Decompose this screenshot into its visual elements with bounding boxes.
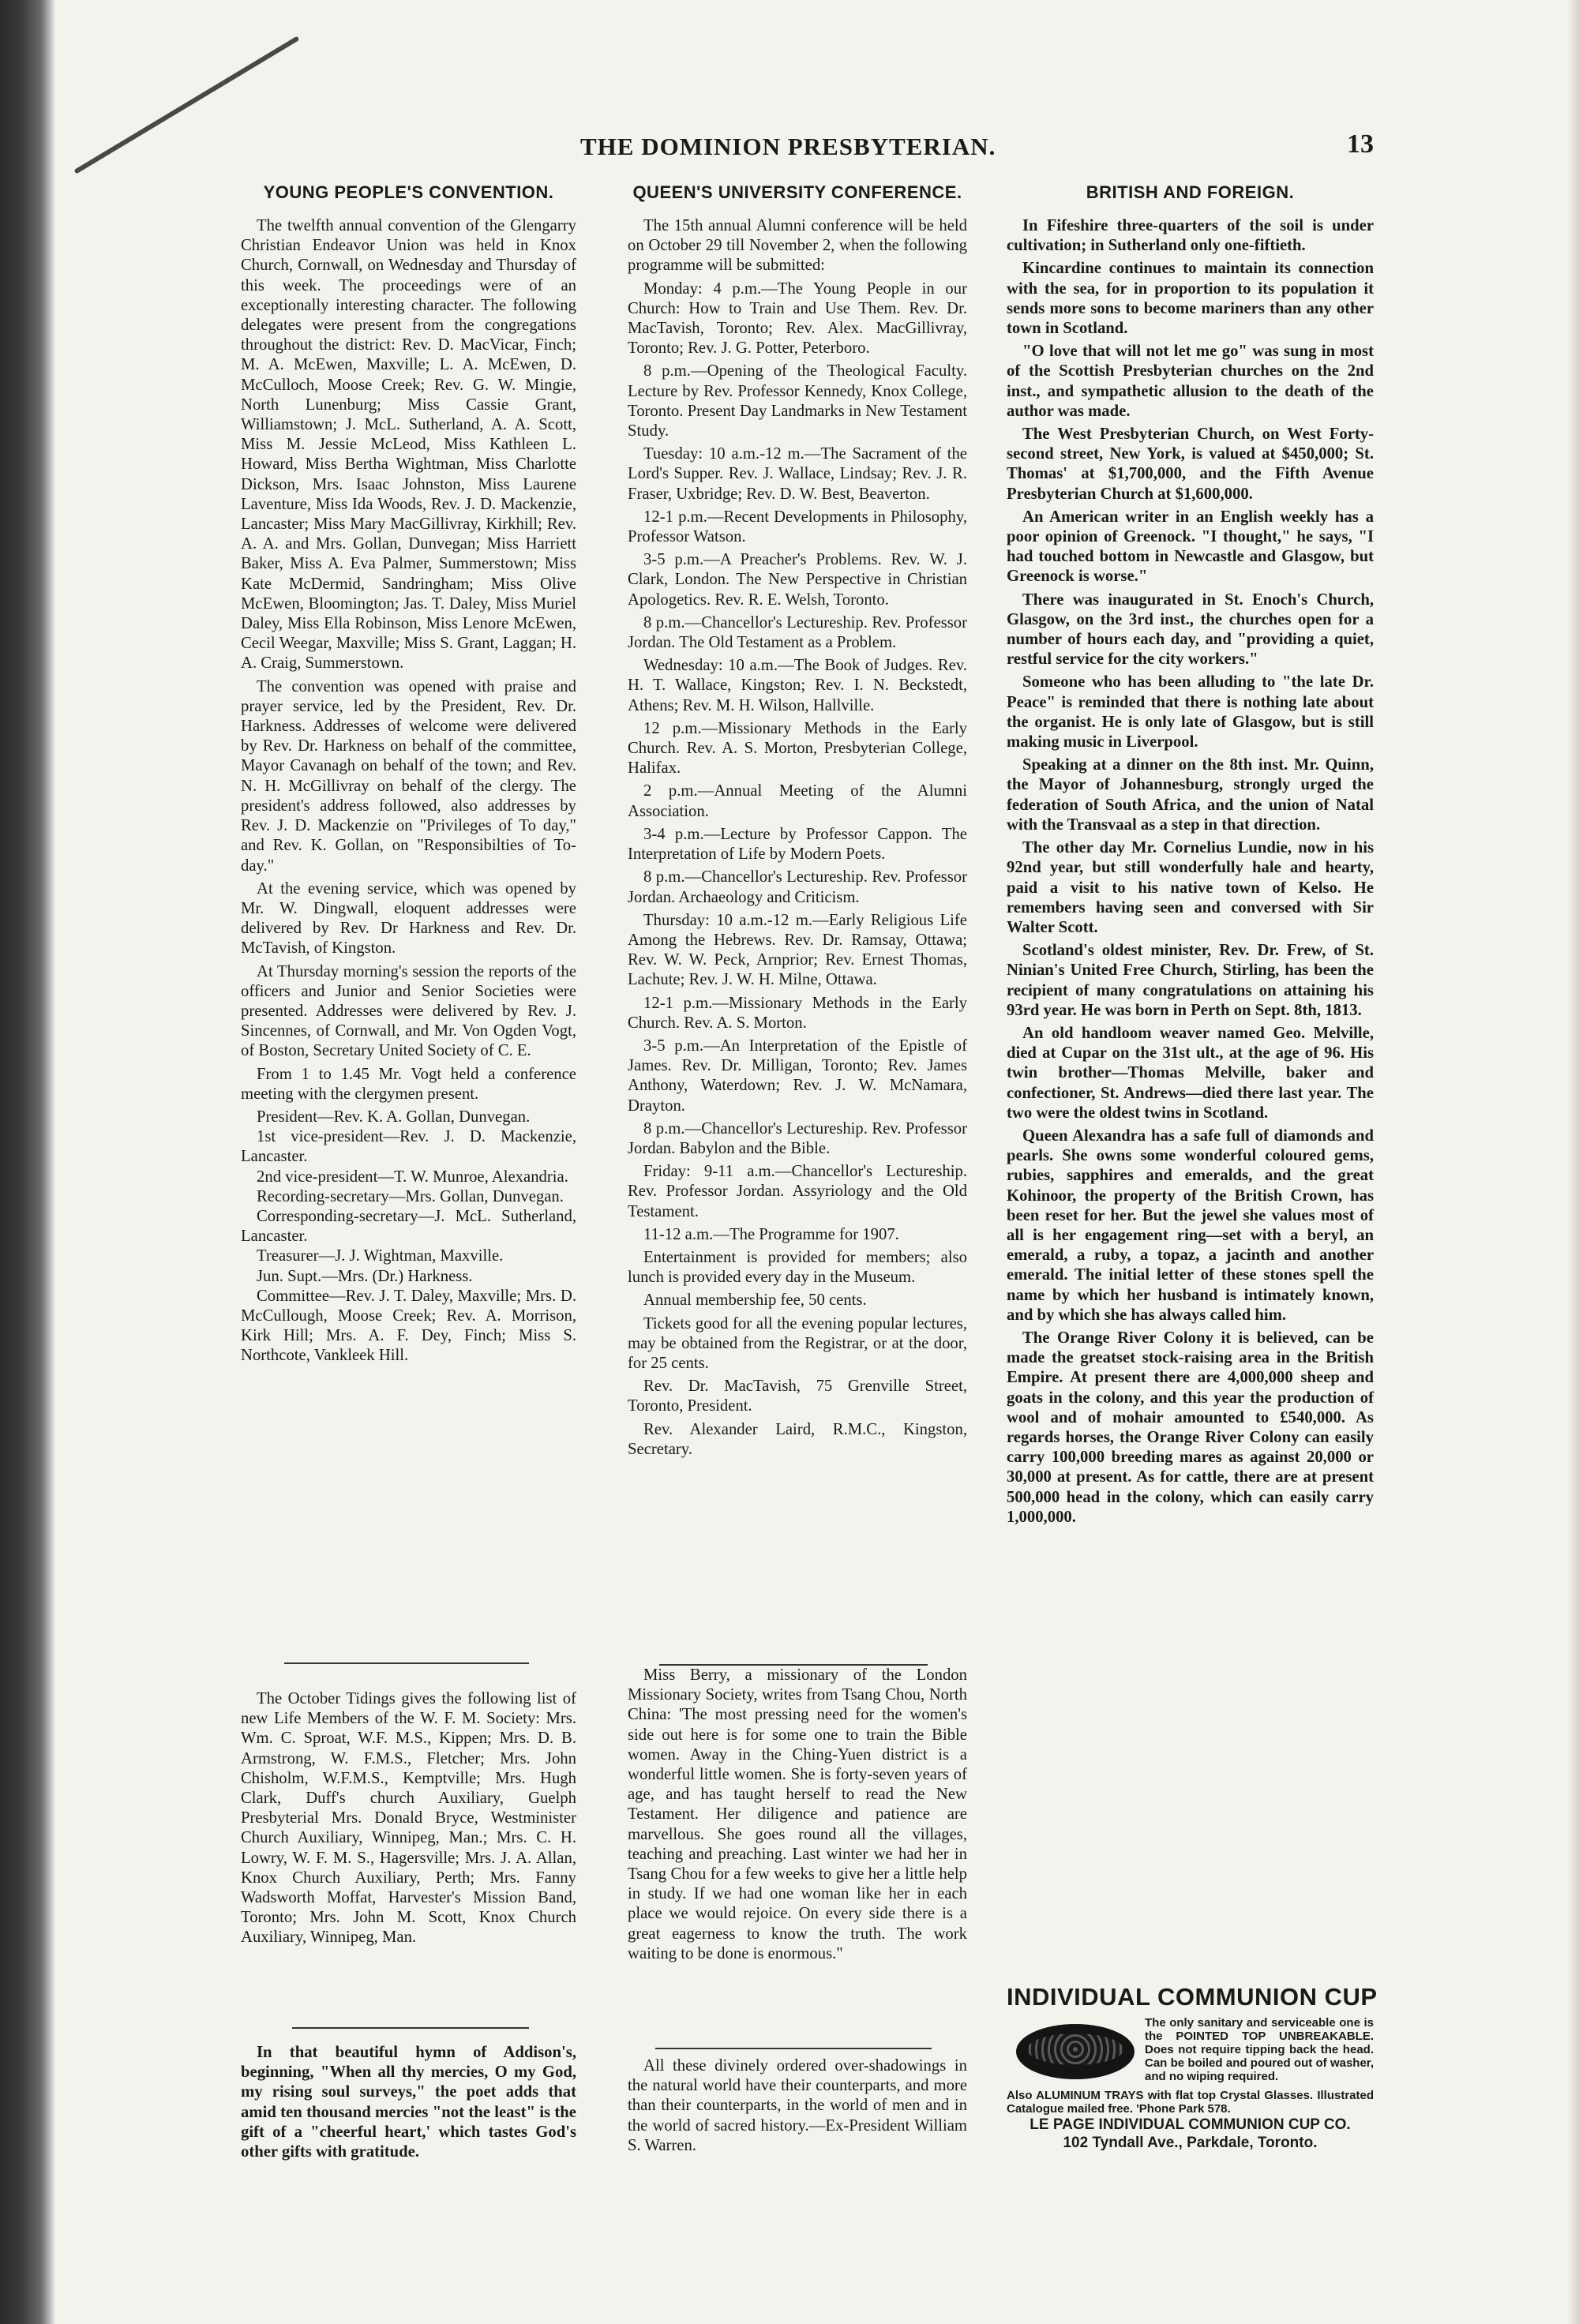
section-divider <box>655 2048 932 2049</box>
officer-entry: Corresponding-secretary—J. McL. Sutherland, Lancaster. <box>241 1207 576 1246</box>
communion-cup-advertisement <box>1007 1981 1378 2159</box>
news-item: Scotland's oldest minister, Rev. Dr. Frew, of St. Ninian's United Free Church, Stirling, has been the recipient of many congratulations on attaining his 93rd year. He was born in Perth on Sept. 8th, 1813. <box>1007 942 1374 1019</box>
programme-entry: 2 p.m.—Annual Meeting of the Alumni Association. <box>628 782 967 820</box>
news-item: There was inaugurated in St. Enoch's Church, Glasgow, on the 3rd inst., the churches open for a number of hours each day, and "providing a quiet, restful service for the city workers." <box>1007 590 1374 669</box>
article-paragraph: All these divinely ordered over-shadowings in the natural world have their counterparts, and more than their counterparts, in the world of men and in the world of sacred history.—Ex-President William S. Warren. <box>628 2057 967 2154</box>
article-paragraph: Rev. Dr. MacTavish, 75 Grenville Street, Toronto, President. <box>628 1378 967 1415</box>
programme-entry: 8 p.m.—Chancellor's Lectureship. Rev. Professor Jordan. Babylon and the Bible. <box>628 1119 967 1157</box>
ad-address: 102 Tyndall Ave., Parkdale, Toronto. <box>1063 2135 1318 2151</box>
officer-entry: Treasurer—J. J. Wightman, Maxville. <box>257 1247 504 1265</box>
article-paragraph: The convention was opened with praise and prayer service, led by the President, Rev. Dr. Harkness. Addresses of welcome were delivered by Rev. Dr. Harkness on behalf of the committee, Mayor Cavanagh on behalf of the town; and Rev. N. H. McGillivray on behalf of the clergy. The president's address followed, also addresses by Rev. J. D. Mackenzie on "Privileges of To day," and Rev. K. Gollan, on "Responsibilties of To-day." <box>241 677 576 875</box>
programme-entry: 12 p.m.—Missionary Methods in the Early Church. Rev. A. S. Morton, Presbyterian College, Halifax. <box>628 719 967 778</box>
article-paragraph: Tickets good for all the evening popular lectures, may be obtained from the Registrar, or at the door, for 25 cents. <box>628 1314 967 1372</box>
programme-entry: Tuesday: 10 a.m.-12 m.—The Sacrament of the Lord's Supper. Rev. J. Wallace, Lindsay; Rev. J. R. Fraser, Uxbridge; Rev. D. W. Best, Beaverton. <box>628 445 967 503</box>
programme-entry: 3-4 p.m.—Lecture by Professor Cappon. The Interpretation of Life by Modern Poets. <box>628 825 967 864</box>
article-paragraph: The twelfth annual convention of the Glengarry Christian Endeavor Union was held in Knox Church, Cornwall, on Wednesday and Thursday of this week. The proceedings were of an exceptionally interesting character. The following delegates were present from the congregations throughout the district: Rev. D. MacVicar, Finch; M. A. McEwen, Maxville; L. A. McEwen, D. McCulloch, Moose Creek; Rev. G. W. Mingie, North Lunenburg; Miss Cassie Grant, Williamstown; J. McL. Sutherland, A. A. Scott, Miss M. Jessie McLeod, Miss Kathleen L. Howard, Miss Bertha Wightman, Miss Charlotte Dickson, Mrs. Isaac Johnston, Miss Laurene Laventure, Miss Ida Woods, Rev. J. D. Mackenzie, Lancaster; Miss Mary MacGillivray, Kirkhill; Rev. A. A. and Mrs. Gollan, Dunvegan; Miss Harriett Baker, Miss A. Eva Palmer, Summerstown; Miss Kate McDermid, Sandringham; Miss Olive McEwen, Bloomington; Jas. T. Daley, Miss Muriel Daley, Miss Ella Robinson, Miss Lenore McEwen, Cecil Weegar, Maxville; Miss S. Grant, Laggan; H. A. Craig, Summerstown. <box>241 217 576 673</box>
column-queens-university-conference <box>628 178 967 1463</box>
ad-description: The only sanitary and serviceable one is the POINTED TOP UNBREAKABLE. Does not require tipping back the head. Can be boiled and poured out of washer, and no wiping required. <box>1145 2016 1374 2083</box>
programme-entry: Friday: 9-11 a.m.—Chancellor's Lectureship. Rev. Professor Jordan. Assyriology and the Old Testament. <box>628 1163 967 1220</box>
column-young-peoples-convention <box>241 178 576 1366</box>
ad-body <box>1007 2016 1374 2116</box>
article-paragraph: From 1 to 1.45 Mr. Vogt held a conference meeting with the clergymen present. <box>241 1065 576 1103</box>
warren-quote <box>628 2056 967 2156</box>
section-divider <box>292 2027 529 2029</box>
article-paragraph: Entertainment is provided for members; also lunch is provided every day in the Museum. <box>628 1248 967 1287</box>
officer-entry: Recording-secretary—Mrs. Gollan, Dunvegan. <box>257 1187 564 1205</box>
ink-scratch-mark <box>73 36 299 174</box>
tidings-notice <box>241 1689 576 1948</box>
programme-entry: 8 p.m.—Opening of the Theological Faculty. Lecture by Rev. Professor Kennedy, Knox College, Toronto. Present Day Landmarks in New Testament Study. <box>628 362 967 440</box>
news-item: The Orange River Colony it is believed, can be made the greatset stock-raising area in the British Empire. At present there are 4,000,000 sheep and goats in the colony, and this year the production of wool and of mohair amounted to £540,000. As regards horses, the Orange River Colony can easily carry 100,000 breeding mares as against 20,000 or 30,000 at present. As for cattle, there are at present 500,000 head in the colony, which can easily carry 1,000,000. <box>1007 1329 1374 1526</box>
article-paragraph: The October Tidings gives the following list of new Life Members of the W. F. M. Society: Mrs. Wm. C. Sproat, W.F. M.S., Kippen; Mrs. D. B. Armstrong, W. F.M.S., Fletcher; Mrs. John Chisholm, W.F.M.S., Kemptville; Mrs. Hugh Clark, Duff's church Auxiliary, Guelph Presbyterial Mrs. Donald Bryce, Westminister Church Auxiliary, Winnipeg, Man.; Mrs. C. H. Lowry, W. F. M. S., Hagersville; Mrs. J. A. Allan, Knox Church Auxiliary, Perth; Mrs. Fanny Wadsworth Moffat, Harvester's Mission Band, Toronto; Mrs. John M. Scott, Knox Church Auxiliary, Winnipeg, Man. <box>241 1690 576 1947</box>
programme-entry: 8 p.m.—Chancellor's Lectureship. Rev. Professor Jordan. Archaeology and Criticism. <box>628 868 967 906</box>
article-title: YOUNG PEOPLE'S CONVENTION. <box>263 182 554 202</box>
article-paragraph: The 15th annual Alumni conference will be held on October 29 till November 2, when the following programme will be submitted: <box>628 217 967 275</box>
communion-tray-icon <box>1016 2024 1135 2079</box>
article-paragraph: Rev. Alexander Laird, R.M.C., Kingston, Secretary. <box>628 1420 967 1458</box>
ad-title: INDIVIDUAL COMMUNION CUP <box>1007 1983 1378 2011</box>
article-title: BRITISH AND FOREIGN. <box>1086 182 1295 202</box>
page-binding-edge <box>0 0 55 2324</box>
news-item: Speaking at a dinner on the 8th inst. Mr. Quinn, the Mayor of Johannesburg, strongly urged the federation of South Africa, and the union of Natal with the Transvaal as a step in that direction. <box>1007 756 1374 834</box>
berry-letter <box>628 1666 967 1964</box>
news-item: An old handloom weaver named Geo. Melville, died at Cupar on the 31st ult., at the age of 96. His twin brother—Thomas Melville, baker and confectioner, St. Andrews—died there last year. The two were the oldest twins in Scotland. <box>1007 1024 1374 1122</box>
news-item: "O love that will not let me go" was sung in most of the Scottish Presbyterian churches on the 2nd inst., and sympathetic allusion to the death of the author was made. <box>1007 343 1374 420</box>
programme-entry: Wednesday: 10 a.m.—The Book of Judges. Rev. H. T. Wallace, Kingston; Rev. I. N. Beckstedt, Athens; Rev. M. H. Wilson, Hallville. <box>628 657 967 714</box>
officer-entry: Committee—Rev. J. T. Daley, Maxville; Mrs. D. McCullough, Moose Creek; Rev. A. Morrison, Kirk Hill; Mrs. A. F. Dey, Finch; Miss S. Northcote, Vankleek Hill. <box>241 1287 576 1365</box>
article-paragraph: In that beautiful hymn of Addison's, beginning, "When all thy mercies, O my God, my rising soul surveys," the poet adds that amid ten thousand mercies "not the least" is the gift of a "cheerful heart,' which tastes God's other gifts with gratitude. <box>241 2044 576 2161</box>
article-paragraph: Miss Berry, a missionary of the London Missionary Society, writes from Tsang Chou, North China: 'The most pressing need for the women's side out here is for some one to train the Bible women. Away in the Ching-Yuen district is a wonderful little women. She is forty-seven years of age, and has taught herself to read the New Testament. Her diligence and patience are marvellous. She goes round all the villages, teaching and preaching. Last winter we had her in Tsang Chou for a few weeks to give her a little help in study. If we had one woman like her in each place we would rejoice. On every side there is a great eagerness to know the truth. The work waiting to be done is enormous." <box>628 1666 967 1962</box>
news-item: Queen Alexandra has a safe full of diamonds and pearls. She owns some wonderful coloured gems, rubies, sapphires and emeralds, and the great Kohinoor, the property of the British Crown, has been reset for her. But the jewel she values most of all is her engagement ring—set with a beryl, an emerald, a ruby, a topaz, a jacinth and another emerald. The initial letter of these stones spell the name by which her husband is intimately known, and by which she has always called him. <box>1007 1126 1374 1324</box>
addison-note <box>241 2043 576 2162</box>
programme-entry: 12-1 p.m.—Missionary Methods in the Early Church. Rev. A. S. Morton. <box>628 994 967 1032</box>
officer-entry: 2nd vice-president—T. W. Munroe, Alexandria. <box>257 1168 568 1186</box>
programme-entry: 3-5 p.m.—A Preacher's Problems. Rev. W. J. Clark, London. The New Perspective in Christian Apologetics. Rev. R. E. Welsh, Toronto. <box>628 551 967 609</box>
news-item: The other day Mr. Cornelius Lundie, now in his 92nd year, but still wonderfully hale and hearty, paid a visit to his native town of Kelso. He remembers having seen and conversed with Sir Walter Scott. <box>1007 839 1374 936</box>
ad-company-name: LE PAGE INDIVIDUAL COMMUNION CUP CO. <box>1030 2116 1351 2133</box>
article-paragraph: Annual membership fee, 50 cents. <box>643 1291 867 1310</box>
programme-entry: Monday: 4 p.m.—The Young People in our Church: How to Train and Use Them. Rev. Dr. MacTavish, Toronto; Rev. Alex. MacGillivray, Toronto; Rev. J. G. Potter, Peterboro. <box>628 279 967 358</box>
officer-entry: Jun. Supt.—Mrs. (Dr.) Harkness. <box>257 1267 473 1285</box>
ad-description-continued: Also ALUMINUM TRAYS with flat top Crystal Glasses. Illustrated Catalogue mailed free. 'Phone Park 578. <box>1007 2089 1374 2116</box>
news-item: In Fifeshire three-quarters of the soil is under cultivation; in Sutherland only one-fiftieth. <box>1007 217 1374 255</box>
article-title: QUEEN'S UNIVERSITY CONFERENCE. <box>632 182 962 202</box>
officer-entry: President—Rev. K. A. Gollan, Dunvegan. <box>257 1108 531 1126</box>
programme-entry: Thursday: 10 a.m.-12 m.—Early Religious Life Among the Hebrews. Rev. Dr. Ramsay, Ottawa; Rev. W. W. Peck, Arnprior; Rev. Ernest Thomas, Lachute; Rev. J. W. H. Milne, Ottawa. <box>628 911 967 989</box>
masthead: THE DOMINION PRESBYTERIAN. <box>580 133 996 160</box>
article-paragraph: At the evening service, which was opened by Mr. W. Dingwall, eloquent addresses were delivered by Rev. Dr Harkness and Rev. Dr. McTavish, of Kingston. <box>241 879 576 958</box>
officer-entry: 1st vice-president—Rev. J. D. Mackenzie, Lancaster. <box>241 1128 576 1166</box>
column-british-and-foreign <box>1007 178 1374 1531</box>
news-item: The West Presbyterian Church, on West Forty-second street, New York, is valued at $450,000; St. Thomas' at $1,700,000, and the Fifth Avenue Presbyterian Church at $1,600,000. <box>1007 425 1374 503</box>
news-item: An American writer in an English weekly has a poor opinion of Greenock. "I thought," he says, "I had touched bottom in Newcastle and Glasgow, but Greenock is worse." <box>1007 508 1374 586</box>
section-divider <box>284 1662 529 1664</box>
article-paragraph: At Thursday morning's session the reports of the officers and Junior and Senior Societies were presented. Addresses were delivered by Rev. J. Sincennes, of Cornwall, and Mr. Von Ogden Vogt, of Boston, Secretary United Society of C. E. <box>241 962 576 1060</box>
programme-entry: 3-5 p.m.—An Interpretation of the Epistle of James. Rev. Dr. Milligan, Toronto; Rev. James Anthony, Waterdown; Rev. J. W. McNamara, Drayton. <box>628 1036 967 1115</box>
news-item: Someone who has been alluding to "the late Dr. Peace" is reminded that there is nothing late about the organist. He is only late of Glasgow, but is still making music in Liverpool. <box>1007 673 1374 752</box>
programme-entry: 12-1 p.m.—Recent Developments in Philosophy, Professor Watson. <box>628 508 967 546</box>
page-number: 13 <box>1347 129 1374 159</box>
news-item: Kincardine continues to maintain its connection with the sea, for in proportion to its population it sends more sons to become mariners than any other town in Scotland. <box>1007 260 1374 338</box>
page-right-edge <box>1568 0 1579 2324</box>
programme-entry: 8 p.m.—Chancellor's Lectureship. Rev. Professor Jordan. The Old Testament as a Problem. <box>628 613 967 652</box>
programme-entry: 11-12 a.m.—The Programme for 1907. <box>643 1225 899 1243</box>
